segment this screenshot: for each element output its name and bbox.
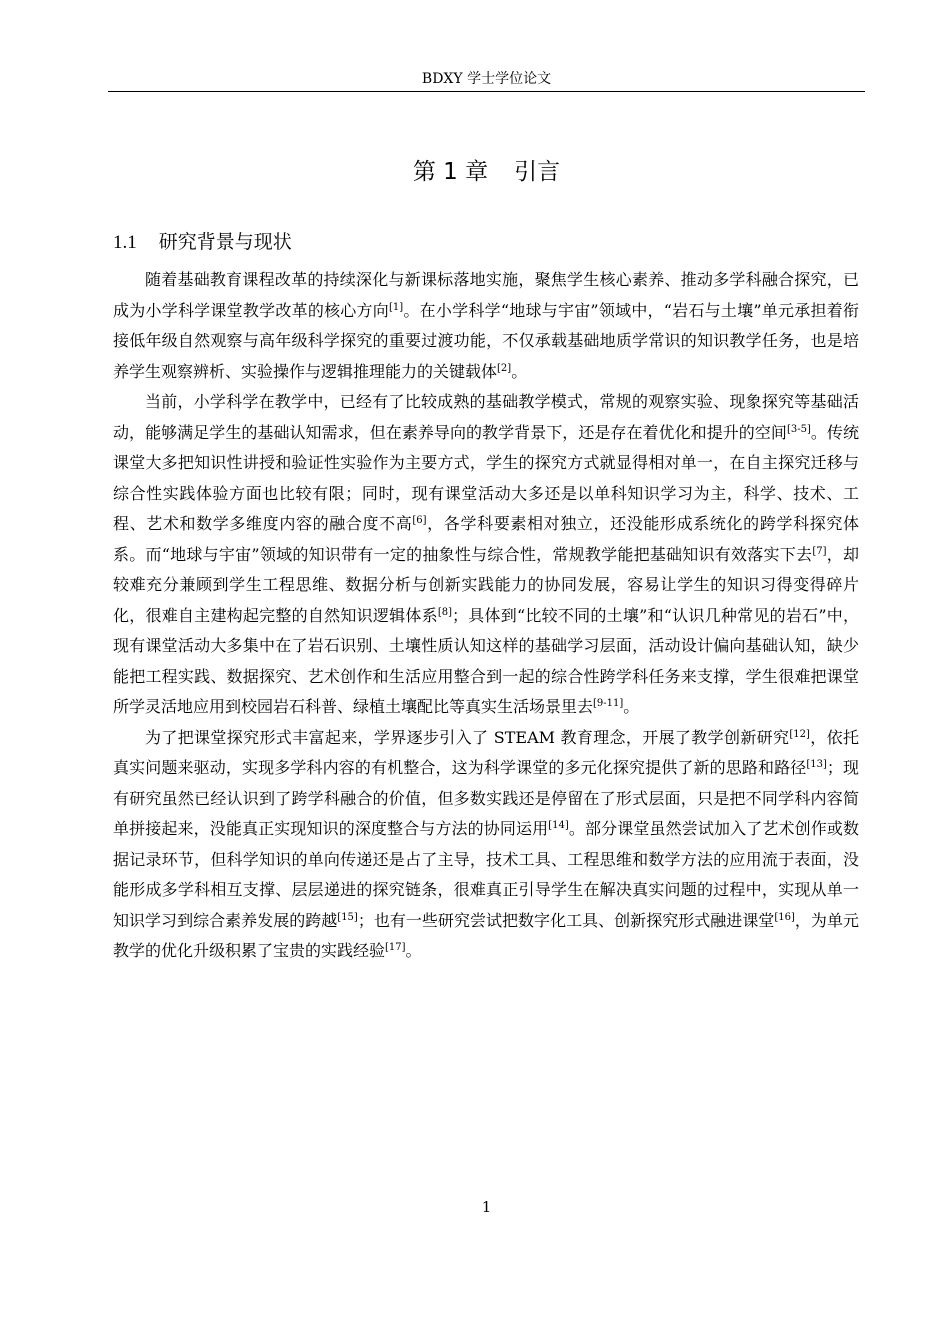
section-heading <box>113 229 292 256</box>
citation-ref: [2] <box>497 362 512 374</box>
paragraph <box>113 265 859 387</box>
citation-ref: [12] <box>789 728 810 740</box>
paragraph-text: 。 <box>511 361 528 381</box>
paragraph <box>113 387 859 723</box>
chapter-number: 第 1 章 <box>412 159 489 185</box>
paragraph-text: ；现有研究虽然已经认识到了跨学科融合的价值，但多数实践还是停留在了形式层面，只是把不同学科内容简单拼接起来，没能真正实现知识的深度整合与方法的协同运用 <box>113 758 859 838</box>
page-number: 1 <box>481 1198 492 1216</box>
paragraph-text: ，却较难充分兼顾到学生工程思维、数据分析与创新实践能力的协同发展，容易让学生的知识习得变得碎片化，很难自主建构起完整的自然知识逻辑体系 <box>113 544 859 625</box>
paragraph-text: 。在小学科学“地球与宇宙”领域中，“岩石与土壤”单元承担着衔接低年级自然观察与高年级科学探究的重要过渡功能，不仅承载基础地质学常识的知识教学任务，也是培养学生观察辨析、实验操作与逻辑推理能力的关键载体 <box>113 300 859 381</box>
paragraph-text: ，为单元教学的优化升级积累了宝贵的实践经验 <box>113 910 859 960</box>
paragraph-text: ，依托真实问题来驱动，实现多学科内容的有机整合，这为科学课堂的多元化探究提供了新的思路和路径 <box>113 727 859 777</box>
section-number: 1.1 <box>113 232 137 253</box>
page-header: BDXY 学士学位论文 <box>421 71 552 87</box>
citation-ref: [13] <box>806 759 827 770</box>
section-name: 研究背景与现状 <box>158 231 292 253</box>
chapter-title <box>108 157 865 187</box>
paragraph-text: 。部分课堂虽然尝试加入了艺术创作或数据记录环节，但科学知识的单向传递还是占了主导，技术工具、工程思维和数学方法的应用流于表面，没能形成多学科相互支撑、层层递进的探究链条，很难真正引导学生在解决真实问题的过程中，实现从单一知识学习到综合素养发展的跨越 <box>113 819 859 930</box>
paragraph-text: 当前，小学科学在教学中，已经有了比较成熟的基础教学模式，常规的观察实验、现象探究等基础活动，能够满足学生的基础认知需求，但在素养导向的教学背景下，还是存在着优化和提升的空间 <box>113 392 859 442</box>
citation-ref: [9-11] <box>593 698 624 709</box>
paragraph-text: 。 <box>405 941 422 960</box>
citation-ref: [3-5] <box>786 423 811 435</box>
paragraph-text: ，各学科要素相对独立，还没能形成系统化的跨学科探究体系。而“地球与宇宙”领域的知识带有一定的抽象性与综合性，常规教学能把基础知识有效落实下去 <box>113 514 859 564</box>
citation-ref: [7] <box>812 545 827 557</box>
paragraph-text: 为了把课堂探究形式丰富起来，学界逐步引入了 STEAM 教育理念，开展了教学创新研究 <box>145 727 790 747</box>
citation-ref: [8] <box>437 606 452 618</box>
citation-ref: [14] <box>548 820 569 831</box>
citation-ref: [1] <box>389 301 404 313</box>
header-rule <box>108 91 865 92</box>
paragraph <box>113 723 859 967</box>
paragraph-text: 。传统课堂大多把知识性讲授和验证性实验作为主要方式，学生的探究方式就显得相对单一，在自主探究迁移与综合性实践体验方面也比较有限；同时，现有课堂活动大多还是以单科知识学习为主，科学、技术、工程、艺术和数学多维度内容的融合度不高 <box>113 422 859 533</box>
paragraph-text: ；具体到“比较不同的土壤”和“认识几种常见的岩石”中，现有课堂活动大多集中在了岩石识别、土壤性质认知这样的基础学习层面，活动设计偏向基础认知，缺少能把工程实践、数据探究、艺术创作和生活应用整合到一起的综合性跨学科任务来支撑，学生很难把课堂所学灵活地应用到校园岩石科普、绿植土壤配比等真实生活场景里去 <box>113 605 859 716</box>
citation-ref: [15] <box>337 911 358 923</box>
paragraph-text: ；也有一些研究尝试把数字化工具、创新探究形式融进课堂 <box>357 910 775 930</box>
citation-ref: [17] <box>385 942 406 953</box>
citation-ref: [16] <box>774 911 795 923</box>
chapter-name: 引言 <box>514 159 561 185</box>
citation-ref: [6] <box>412 515 427 526</box>
paragraph-text: 随着基础教育课程改革的持续深化与新课标落地实施，聚焦学生核心素养、推动多学科融合探究，已成为小学科学课堂教学改革的核心方向 <box>113 270 859 320</box>
paragraph-text: 。 <box>623 697 640 716</box>
body-text <box>113 265 859 967</box>
